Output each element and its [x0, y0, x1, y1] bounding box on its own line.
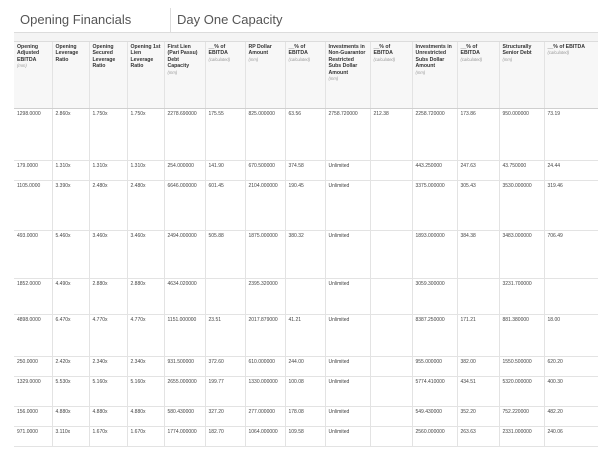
table-cell: Unlimited: [325, 357, 370, 377]
table-cell: 505.88: [205, 231, 245, 279]
table-cell: Unlimited: [325, 181, 370, 231]
table-cell: 400.30: [544, 377, 598, 407]
column-unit: (mm): [167, 69, 178, 75]
table-cell: 384.38: [457, 231, 499, 279]
column-unit: (calculated): [208, 56, 231, 62]
column-header: [245, 42, 285, 109]
column-header: [164, 42, 205, 109]
table-cell: 1.750x: [89, 109, 127, 161]
table-cell: 41.21: [285, 315, 325, 357]
table-cell: 1893.000000: [412, 231, 457, 279]
table-cell: 4.770x: [89, 315, 127, 357]
table-cell: [370, 357, 412, 377]
column-label: Investments in Non-Guarantor Restricted Subs Dollar Amount: [328, 44, 366, 76]
column-label: __% of EBITDA: [208, 44, 228, 57]
table-cell: 4.770x: [127, 315, 164, 357]
column-header: [14, 42, 52, 109]
table-cell: 2560.000000: [412, 427, 457, 447]
table-cell: 2258.720000: [412, 109, 457, 161]
table-cell: 752.220000: [499, 407, 544, 427]
table-cell: 706.49: [544, 231, 598, 279]
day-one-capacity-title: Day One Capacity: [170, 8, 283, 32]
table-cell: 199.77: [205, 377, 245, 407]
table-cell: 1875.000000: [245, 231, 285, 279]
table-cell: 141.90: [205, 161, 245, 181]
column-unit: (calculated): [288, 56, 311, 62]
table-cell: 1329.0000: [14, 377, 52, 407]
table-cell: 2.860x: [52, 109, 89, 161]
table-cell: 182.70: [205, 427, 245, 447]
table-cell: 3.110x: [52, 427, 89, 447]
table-cell: 263.63: [457, 427, 499, 447]
table-cell: 2104.000000: [245, 181, 285, 231]
table-cell: 6.470x: [52, 315, 89, 357]
table-cell: 2331.000000: [499, 427, 544, 447]
column-header: [499, 42, 544, 109]
table-cell: 493.0000: [14, 231, 52, 279]
table-cell: 380.32: [285, 231, 325, 279]
table-cell: 3.460x: [127, 231, 164, 279]
header-spacer: [14, 33, 598, 42]
table-cell: 2.480x: [89, 181, 127, 231]
column-header: [127, 42, 164, 109]
table-cell: 319.46: [544, 181, 598, 231]
table-row: [14, 161, 598, 181]
column-unit: (mm): [248, 56, 259, 62]
table-cell: 247.63: [457, 161, 499, 181]
table-cell: 305.43: [457, 181, 499, 231]
table-cell: 109.58: [285, 427, 325, 447]
table-cell: 931.500000: [164, 357, 205, 377]
table-cell: 3.460x: [89, 231, 127, 279]
table-cell: 955.000000: [412, 357, 457, 377]
table-cell: 670.500000: [245, 161, 285, 181]
table-cell: 2655.000000: [164, 377, 205, 407]
table-cell: 549.430000: [412, 407, 457, 427]
table-cell: 2.340x: [127, 357, 164, 377]
table-cell: Unlimited: [325, 377, 370, 407]
table-cell: 4.880x: [89, 407, 127, 427]
table-cell: 2494.000000: [164, 231, 205, 279]
table-cell: [370, 161, 412, 181]
table-cell: [370, 377, 412, 407]
table-cell: 3530.000000: [499, 181, 544, 231]
table-cell: 43.750000: [499, 161, 544, 181]
header-row: [14, 42, 598, 109]
column-label: Investments in Unrestricted Subs Dollar Amount: [415, 44, 452, 70]
table-cell: 250.0000: [14, 357, 52, 377]
table-cell: [370, 427, 412, 447]
column-unit: (calculated): [547, 50, 570, 56]
table-cell: 2.340x: [89, 357, 127, 377]
column-header: [325, 42, 370, 109]
table-cell: 4634.020000: [164, 279, 205, 315]
table-cell: 482.20: [544, 407, 598, 427]
table-cell: 3059.300000: [412, 279, 457, 315]
table-cell: 100.08: [285, 377, 325, 407]
table-cell: [370, 181, 412, 231]
table-row: [14, 377, 598, 407]
column-unit: (mm): [415, 69, 426, 75]
table-cell: 971.0000: [14, 427, 52, 447]
column-unit: (calculated): [460, 56, 483, 62]
column-header: [544, 42, 598, 109]
column-label: RP Dollar Amount: [248, 44, 272, 57]
table-body: [14, 109, 598, 447]
table-cell: 5.160x: [89, 377, 127, 407]
table-cell: 4.880x: [127, 407, 164, 427]
table-cell: 620.20: [544, 357, 598, 377]
table-cell: 881.380000: [499, 315, 544, 357]
table-cell: 2017.879000: [245, 315, 285, 357]
column-label: __% of EBITDA: [460, 44, 480, 57]
table-cell: [205, 279, 245, 315]
table-cell: Unlimited: [325, 161, 370, 181]
table-cell: 1852.0000: [14, 279, 52, 315]
column-header: [457, 42, 499, 109]
table-row: [14, 231, 598, 279]
table-row: [14, 109, 598, 161]
table-cell: 1.310x: [52, 161, 89, 181]
table-cell: 1298.0000: [14, 109, 52, 161]
table-cell: 63.56: [285, 109, 325, 161]
column-label: Structurally Senior Debt: [502, 44, 532, 57]
table-row: [14, 315, 598, 357]
table-cell: 175.55: [205, 109, 245, 161]
table-cell: 352.20: [457, 407, 499, 427]
capacity-table: [14, 42, 598, 447]
table-cell: 1.750x: [127, 109, 164, 161]
table-cell: 3231.700000: [499, 279, 544, 315]
table-cell: 4.880x: [52, 407, 89, 427]
table-cell: [544, 279, 598, 315]
table-cell: 825.000000: [245, 109, 285, 161]
column-label: Opening Leverage Ratio: [55, 44, 79, 63]
column-unit: (mm): [502, 56, 513, 62]
table-cell: 5.460x: [52, 231, 89, 279]
table-cell: [457, 279, 499, 315]
table-cell: [370, 407, 412, 427]
table-cell: 73.19: [544, 109, 598, 161]
table-cell: [370, 231, 412, 279]
table-row: [14, 407, 598, 427]
table-cell: 1774.000000: [164, 427, 205, 447]
table-cell: 374.58: [285, 161, 325, 181]
table-cell: 2.880x: [89, 279, 127, 315]
table-cell: [285, 279, 325, 315]
table-cell: 3375.000000: [412, 181, 457, 231]
table-row: [14, 427, 598, 447]
table-cell: Unlimited: [325, 315, 370, 357]
table-cell: 1.310x: [89, 161, 127, 181]
column-unit: (mm): [328, 76, 339, 82]
table-cell: [370, 315, 412, 357]
table-cell: 171.21: [457, 315, 499, 357]
table-cell: 2.480x: [127, 181, 164, 231]
column-label: __% of EBITDA: [547, 44, 585, 50]
table-cell: 5.160x: [127, 377, 164, 407]
table-cell: 580.430000: [164, 407, 205, 427]
table-cell: Unlimited: [325, 427, 370, 447]
table-cell: 601.45: [205, 181, 245, 231]
table-cell: 1105.0000: [14, 181, 52, 231]
table-cell: 1330.000000: [245, 377, 285, 407]
table-cell: 5320.000000: [499, 377, 544, 407]
table-cell: 1064.000000: [245, 427, 285, 447]
table-cell: 173.86: [457, 109, 499, 161]
table-cell: 4898.0000: [14, 315, 52, 357]
table-cell: 6646.000000: [164, 181, 205, 231]
table-cell: 2.880x: [127, 279, 164, 315]
table-cell: 1550.500000: [499, 357, 544, 377]
table-cell: 610.000000: [245, 357, 285, 377]
column-label: __% of EBITDA: [373, 44, 393, 57]
table-cell: 434.51: [457, 377, 499, 407]
table-cell: [370, 279, 412, 315]
table-cell: Unlimited: [325, 407, 370, 427]
table-cell: 212.38: [370, 109, 412, 161]
table-cell: 327.20: [205, 407, 245, 427]
table-cell: 3.390x: [52, 181, 89, 231]
table-cell: 156.0000: [14, 407, 52, 427]
table-cell: 18.00: [544, 315, 598, 357]
table-cell: 5.530x: [52, 377, 89, 407]
table-cell: 2395.320000: [245, 279, 285, 315]
table-cell: 372.60: [205, 357, 245, 377]
column-label: Opening Secured Leverage Ratio: [92, 44, 116, 70]
table-cell: 1.670x: [89, 427, 127, 447]
column-unit: (mm): [17, 63, 27, 69]
table-cell: 2.420x: [52, 357, 89, 377]
table-cell: 1.670x: [127, 427, 164, 447]
column-header: [412, 42, 457, 109]
table-row: [14, 357, 598, 377]
table-cell: 1151.000000: [164, 315, 205, 357]
table-cell: Unlimited: [325, 279, 370, 315]
column-header: [370, 42, 412, 109]
table-cell: 382.00: [457, 357, 499, 377]
table-cell: 2278.690000: [164, 109, 205, 161]
opening-financials-title: Opening Financials: [20, 12, 132, 27]
table-cell: 179.0000: [14, 161, 52, 181]
section-titles: [14, 8, 598, 33]
table-cell: 178.08: [285, 407, 325, 427]
table-cell: 277.000000: [245, 407, 285, 427]
table-cell: 190.45: [285, 181, 325, 231]
column-header: [285, 42, 325, 109]
table-cell: 24.44: [544, 161, 598, 181]
column-label: First Lien (Pari Passu) Debt Capacity: [167, 44, 198, 70]
table-cell: 2758.720000: [325, 109, 370, 161]
table-cell: 240.06: [544, 427, 598, 447]
table-cell: 443.250000: [412, 161, 457, 181]
column-label: Opening 1st Lien Leverage Ratio: [130, 44, 161, 70]
table-cell: 8387.250000: [412, 315, 457, 357]
table-cell: 3483.000000: [499, 231, 544, 279]
table-cell: 254.000000: [164, 161, 205, 181]
column-header: [205, 42, 245, 109]
table-cell: 5774.410000: [412, 377, 457, 407]
table-row: [14, 181, 598, 231]
table-cell: 4.490x: [52, 279, 89, 315]
table-cell: 23.51: [205, 315, 245, 357]
table-cell: 950.000000: [499, 109, 544, 161]
column-label: __% of EBITDA: [288, 44, 308, 57]
table-row: [14, 279, 598, 315]
table-cell: 244.00: [285, 357, 325, 377]
column-label: Opening Adjusted EBITDA: [17, 44, 40, 63]
column-header: [52, 42, 89, 109]
column-header: [89, 42, 127, 109]
table-cell: 1.310x: [127, 161, 164, 181]
table-cell: Unlimited: [325, 231, 370, 279]
column-unit: (calculated): [373, 56, 396, 62]
